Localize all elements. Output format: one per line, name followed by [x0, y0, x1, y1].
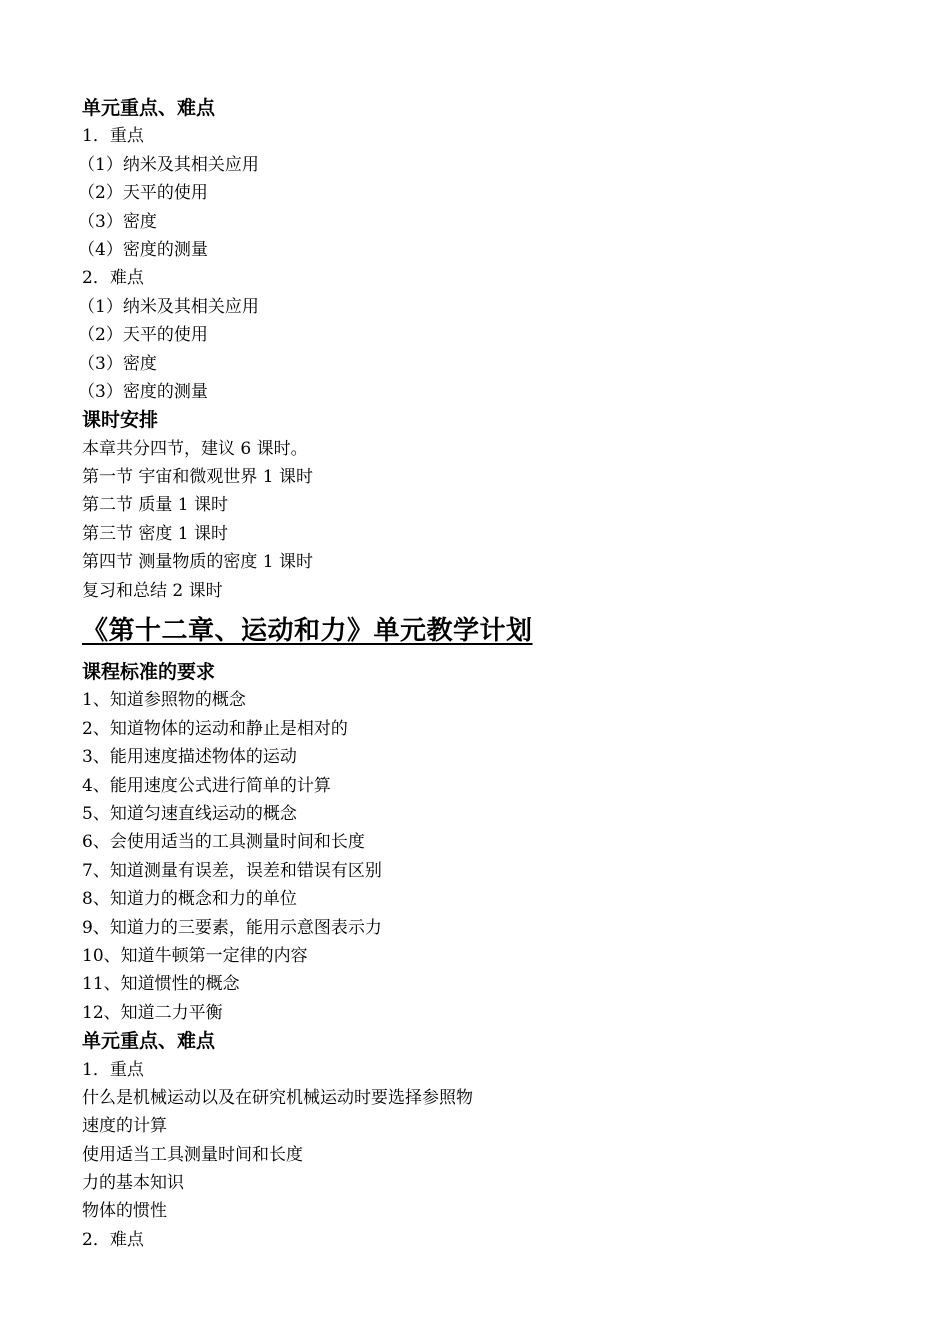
- key-point-item-2: 速度的计算: [82, 1116, 167, 1137]
- schedule-line: 第二节 质量 1 课时: [82, 495, 229, 516]
- key-point-item: （1）纳米及其相关应用: [78, 154, 259, 175]
- schedule-line: 本章共分四节，建议 6 课时。: [82, 438, 308, 459]
- difficult-point-item: （3）密度: [78, 353, 157, 374]
- standard-item: 11、知道惯性的概念: [82, 974, 240, 995]
- schedule-line: 第三节 密度 1 课时: [82, 523, 229, 544]
- key-point-item-2: 什么是机械运动以及在研究机械运动时要选择参照物: [82, 1087, 473, 1108]
- standard-item: 5、知道匀速直线运动的概念: [82, 803, 297, 824]
- key-point-item: （2）天平的使用: [78, 183, 208, 204]
- difficult-points-title: 2．难点: [82, 268, 144, 289]
- schedule-line: 第一节 宇宙和微观世界 1 课时: [82, 467, 314, 488]
- key-points-title: 1．重点: [82, 126, 144, 147]
- standard-item: 10、知道牛顿第一定律的内容: [82, 945, 308, 966]
- difficult-points-title-2: 2．难点: [82, 1229, 144, 1250]
- standard-item: 7、知道测量有误差，误差和错误有区别: [82, 860, 382, 881]
- key-point-item-2: 使用适当工具测量时间和长度: [82, 1144, 303, 1165]
- standard-item: 1、知道参照物的概念: [82, 690, 246, 711]
- difficult-point-item: （2）天平的使用: [78, 325, 208, 346]
- chapter-title: 《第十二章、运动和力》单元教学计划: [82, 616, 533, 647]
- key-point-item: （3）密度: [78, 211, 157, 232]
- difficult-point-item: （3）密度的测量: [78, 381, 208, 402]
- section-heading-standards: 课程标准的要求: [82, 661, 216, 684]
- section-heading-focus: 单元重点、难点: [82, 97, 216, 119]
- standard-item: 6、会使用适当的工具测量时间和长度: [82, 832, 365, 853]
- document-body: [78, 94, 902, 1254]
- key-point-item: （4）密度的测量: [78, 239, 208, 260]
- standard-item: 2、知道物体的运动和静止是相对的: [82, 718, 348, 739]
- standard-item: 4、能用速度公式进行简单的计算: [82, 775, 331, 796]
- section-heading-focus-2: 单元重点、难点: [82, 1030, 216, 1053]
- key-points-title-2: 1．重点: [82, 1059, 144, 1080]
- standard-item: 9、知道力的三要素，能用示意图表示力: [82, 917, 382, 938]
- standard-item: 12、知道二力平衡: [82, 1002, 223, 1023]
- key-point-item-2: 物体的惯性: [82, 1201, 167, 1222]
- standard-item: 8、知道力的概念和力的单位: [82, 889, 297, 910]
- difficult-point-item: （1）纳米及其相关应用: [78, 296, 259, 317]
- schedule-line: 复习和总结 2 课时: [82, 580, 223, 601]
- schedule-line: 第四节 测量物质的密度 1 课时: [82, 552, 314, 573]
- key-point-item-2: 力的基本知识: [82, 1173, 184, 1194]
- standard-item: 3、能用速度描述物体的运动: [82, 747, 297, 768]
- section-heading-schedule: 课时安排: [82, 409, 159, 432]
